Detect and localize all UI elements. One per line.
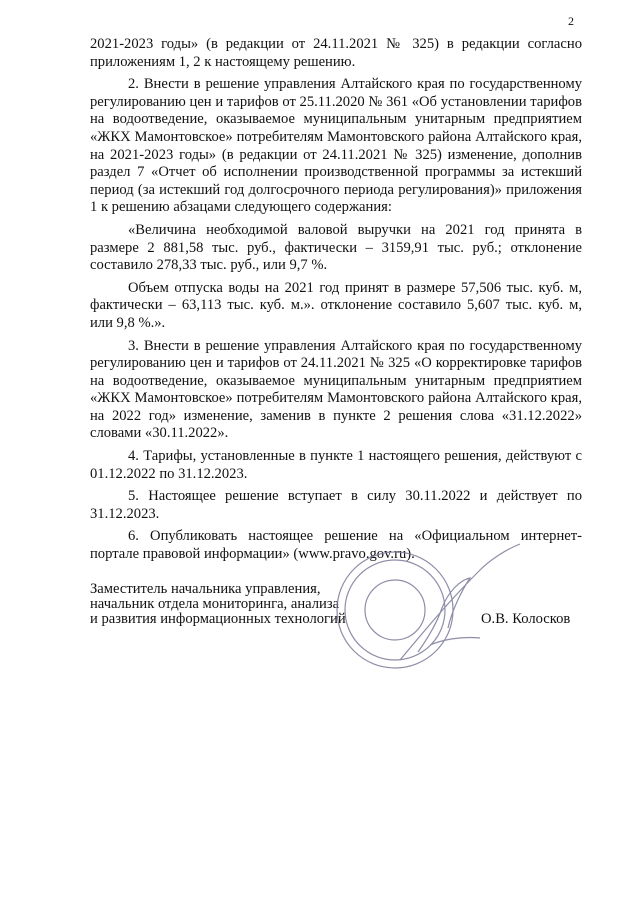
signatory-position [90,582,346,627]
paragraph-2: 2. Внести в решение управления Алтайского края по государственному регулированию цен и тарифов от 25.11.2020 № 361 «Об установлении тарифов на водоотведение, оказываемое муниципальным унитарным предприятием «ЖКХ Мамонтовское» потребителям Мамонтовского района Алтайского края, на 2021-2023 годы» (в редакции от 24.11.2021 № 325) изменение, дополнив раздел 7 «Отчет об исполнении производственной программы за истекший период (за истекший год долгосрочного периода регулирования)» приложения 1 к решению абзацами следующего содержания: [90,76,582,216]
paragraph-8: 6. Опубликовать настоящее решение на «Официальном интернет-портале правовой информации» (www.pravo.gov.ru). [90,528,582,563]
position-line-2: начальник отдела мониторинга, анализа [90,596,340,612]
page-number: 2 [568,14,574,28]
paragraph-1: 2021-2023 годы» (в редакции от 24.11.2021 № 325) в редакции согласно приложениям 1, 2 к настоящему решению. [90,36,582,70]
paragraph-3: «Величина необходимой валовой выручки на 2021 год принята в размере 2 881,58 тыс. руб., фактически – 3159,91 тыс. руб.; отклонение составило 278,33 тыс. руб., или 9,7 %. [90,221,582,274]
document-body [90,36,582,569]
paragraph-7: 5. Настоящее решение вступает в силу 30.11.2022 и действует по 31.12.2023. [90,488,582,522]
paragraph-6: 4. Тарифы, установленные в пункте 1 настоящего решения, действуют с 01.12.2022 по 31.12.2023. [90,448,582,482]
paragraph-4: Объем отпуска воды на 2021 год принят в размере 57,506 тыс. куб. м, фактически – 63,113 тыс. куб. м.». отклонение составило 5,607 тыс. куб. м, или 9,8 %.». [90,279,582,331]
position-line-3: и развития информационных технологий [90,611,346,627]
signatory-name: О.В. Колосков [481,611,571,627]
official-stamp-signature-icon [330,540,540,680]
paragraph-5: 3. Внести в решение управления Алтайского края по государственному регулированию цен и тарифов от 24.11.2021 № 325 «О корректировке тарифов на водоотведение, оказываемое муниципальным унитарным предприятием «ЖКХ Мамонтовское» потребителям Мамонтовского района Алтайского края, на 2022 год» изменение, заменив в пункте 2 решения слова «31.12.2022» словами «30.11.2022». [90,337,582,442]
position-line-1: Заместитель начальника управления, [90,581,321,597]
